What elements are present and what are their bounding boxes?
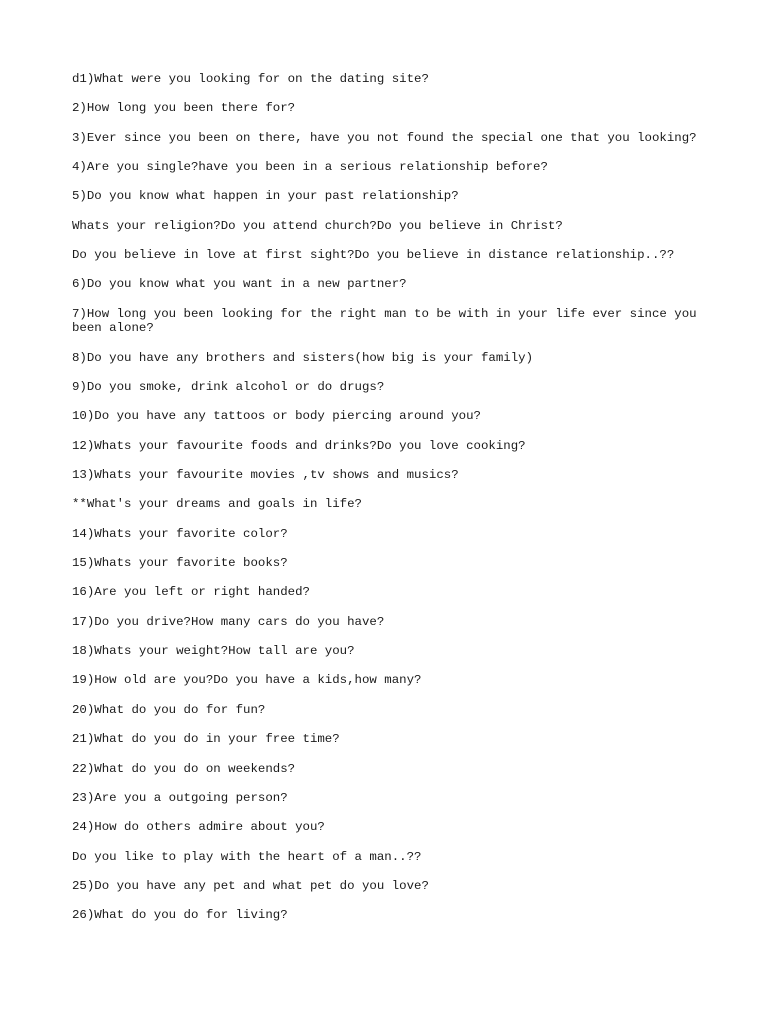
question-line: Do you like to play with the heart of a man..?? xyxy=(72,849,422,864)
question-line: 24)How do others admire about you? xyxy=(72,820,325,835)
question-line: 8)Do you have any brothers and sisters(how big is your family) xyxy=(72,350,534,365)
question-line: 22)What do you do on weekends? xyxy=(72,761,296,776)
question-line: 4)Are you single?have you been in a serious relationship before? xyxy=(72,160,548,175)
question-line: 10)Do you have any tattoos or body piercing around you? xyxy=(72,409,481,424)
question-line: 5)Do you know what happen in your past relationship? xyxy=(72,189,459,204)
question-line: 13)Whats your favourite movies ,tv shows and musics? xyxy=(72,468,459,483)
question-list xyxy=(72,72,712,938)
question-line: 19)How old are you?Do you have a kids,how many? xyxy=(72,673,422,688)
question-line: 18)Whats your weight?How tall are you? xyxy=(72,644,355,659)
question-line: 17)Do you drive?How many cars do you have? xyxy=(72,614,385,629)
question-line: 26)What do you do for living? xyxy=(72,908,288,923)
question-line: 25)Do you have any pet and what pet do you love? xyxy=(72,878,429,893)
question-line: Whats your religion?Do you attend church?Do you believe in Christ? xyxy=(72,218,563,233)
question-line: 2)How long you been there for? xyxy=(72,101,296,116)
question-line: 6)Do you know what you want in a new partner? xyxy=(72,277,407,292)
question-line: 12)Whats your favourite foods and drinks?Do you love cooking? xyxy=(72,438,526,453)
question-line: 20)What do you do for fun? xyxy=(72,702,266,717)
question-line: 23)Are you a outgoing person? xyxy=(72,790,288,805)
question-line: Do you believe in love at first sight?Do you believe in distance relationship..?? xyxy=(72,248,675,263)
question-line: 21)What do you do in your free time? xyxy=(72,732,340,747)
question-line: 15)Whats your favorite books? xyxy=(72,556,288,571)
question-line: 7)How long you been looking for the right man to be with in your life ever since you been alone? xyxy=(72,306,697,336)
question-line: d1)What were you looking for on the dating site? xyxy=(72,72,429,86)
question-line: **What's your dreams and goals in life? xyxy=(72,497,362,512)
question-line: 3)Ever since you been on there, have you not found the special one that you looking? xyxy=(72,130,697,145)
question-line: 14)Whats your favorite color? xyxy=(72,526,288,541)
question-line: 9)Do you smoke, drink alcohol or do drugs? xyxy=(72,380,385,395)
question-line: 16)Are you left or right handed? xyxy=(72,585,310,600)
